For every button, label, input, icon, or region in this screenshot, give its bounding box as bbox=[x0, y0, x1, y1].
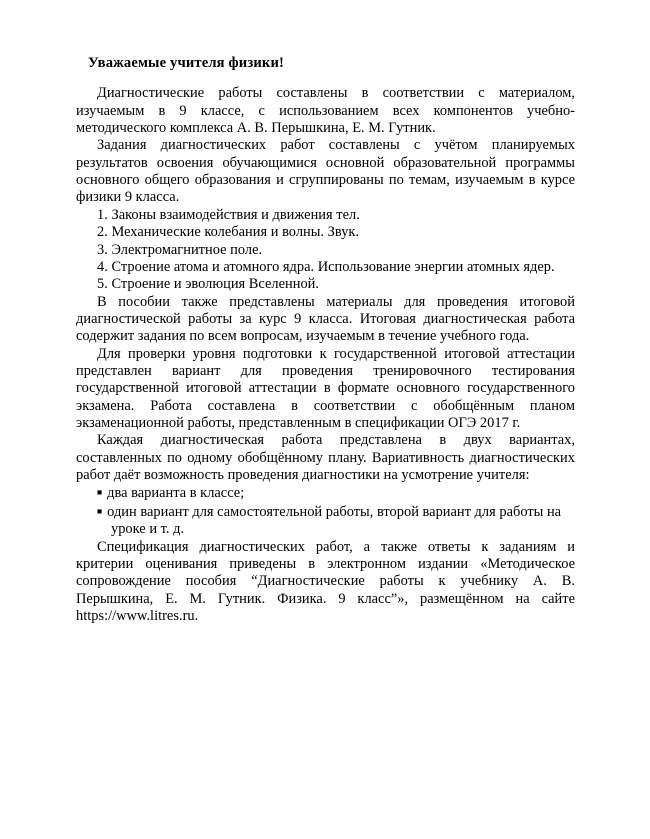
specification-text-tail: . bbox=[194, 608, 199, 625]
square-bullet-icon: ■ bbox=[97, 505, 103, 516]
list-item-label: Электромагнитное поле. bbox=[111, 241, 263, 258]
square-bullet-icon: ■ bbox=[97, 487, 103, 498]
page-title: Уважаемые учителя физики! bbox=[88, 55, 285, 71]
paragraph-final-work: В пособии также представлены материалы для проведения итоговой диагностической работы за курс 9 класса. Итоговая диагностическая работа содержит задания по всем вопросам, изучаемым в течение учебного года. bbox=[76, 293, 575, 345]
paragraph-intro: Диагностические работы составлены в соответствии с материалом, изучаемым в 9 классе, с использованием всех компонентов учебно-методического комплекса А. В. Перышкина, Е. М. Гутник. bbox=[76, 85, 575, 137]
list-item bbox=[76, 224, 575, 241]
list-item-number: 4. bbox=[97, 258, 108, 275]
list-item bbox=[76, 503, 575, 539]
paragraph-variants: Каждая диагностическая работа представлена в двух вариантах, составленных по одному обобщённому плану. Вариативность диагностических работ даёт возможность проведения диагностики на усмотрение учителя: bbox=[76, 432, 575, 483]
list-item bbox=[76, 207, 575, 224]
usage-bulleted-list bbox=[76, 484, 575, 538]
paragraph-specification bbox=[76, 539, 575, 626]
list-item-number: 5. bbox=[97, 276, 108, 293]
specification-text-lead: Спецификация диагностических работ, а также ответы к заданиям и критерии оценивания приведены в электронном издании «Методическое сопровождение пособия “Диагностические работы к учебнику А. В. Перышкина, Е. М. Гутник. Физика. 9 класс”», размещённом на сайте bbox=[76, 538, 575, 607]
list-item-number: 1. bbox=[97, 206, 108, 223]
list-item-label: Строение и эволюция Вселенной. bbox=[111, 276, 320, 293]
list-item bbox=[76, 276, 575, 293]
list-item-label: два варианта в классе; bbox=[107, 485, 245, 502]
paragraph-gia-preparation: Для проверки уровня подготовки к государственной итоговой аттестации представлен вариант для проведения тренировочного тестирования государственной итоговой аттестации в формате основного государственного экзамена. Работа составлена в соответствии с обобщённым планом экзаменационной работы, представленным в спецификации ОГЭ 2017 г. bbox=[76, 345, 575, 431]
preface-text-block bbox=[76, 55, 575, 625]
litres-url[interactable]: https://www.litres.ru bbox=[76, 608, 195, 625]
list-item-label: Законы взаимодействия и движения тел. bbox=[111, 206, 360, 223]
list-item bbox=[76, 259, 575, 276]
paragraph-tasks: Задания диагностических работ составлены с учётом планируемых результатов освоения обучающимися основной образовательной программы основного общего образования и сгруппированы по темам, изучаемым в курсе физики 9 класса. bbox=[76, 137, 575, 206]
list-item bbox=[76, 484, 575, 503]
list-item-number: 2. bbox=[97, 224, 108, 241]
topics-numbered-list bbox=[76, 207, 575, 294]
list-item-label: Механические колебания и волны. Звук. bbox=[111, 224, 360, 241]
list-item-label: один вариант для самостоятельной работы, второй вариант для работы на уроке и т. д. bbox=[107, 504, 562, 538]
list-item bbox=[76, 242, 575, 259]
list-item-number: 3. bbox=[97, 241, 108, 258]
list-item-label: Строение атома и атомного ядра. Использование энергии атомных ядер. bbox=[111, 258, 555, 275]
